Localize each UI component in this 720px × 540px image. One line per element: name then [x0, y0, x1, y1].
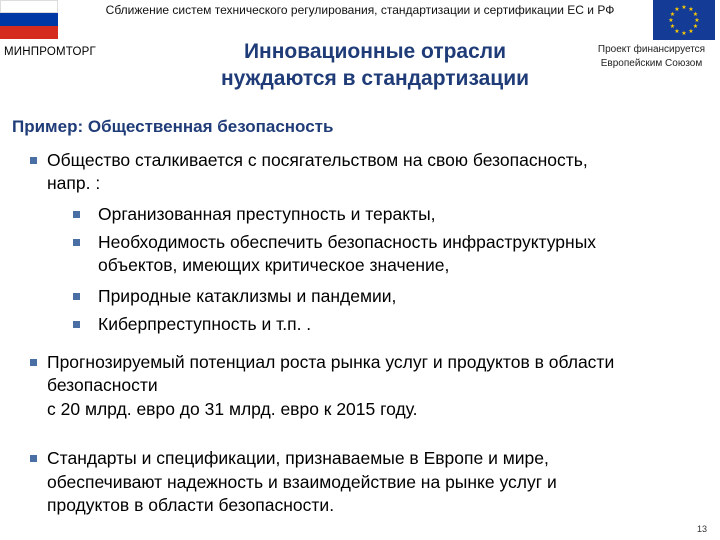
bullet-2-line-3: с 20 млрд. евро до 31 млрд. евро к 2015 году. — [47, 399, 418, 419]
svg-text:★: ★ — [694, 17, 700, 24]
square-bullet-icon — [73, 239, 80, 246]
section-subtitle: Пример: Общественная безопасность — [12, 117, 334, 136]
bullet-3-line-1: Стандарты и спецификации, признаваемые в Европе и мире, — [47, 448, 549, 468]
funding-line-2: Европейским Союзом — [600, 58, 703, 69]
sub-bullet-2-line-2: объектов, имеющих критическое значение, — [98, 255, 450, 275]
square-bullet-icon — [73, 293, 80, 300]
svg-text:★: ★ — [674, 28, 680, 35]
ministry-label: МИНПРОМТОРГ — [4, 46, 96, 58]
square-bullet-icon — [73, 211, 80, 218]
flag-eu-icon — [653, 0, 715, 40]
funding-note — [583, 43, 720, 71]
project-title: Сближение систем технического регулирования, стандартизации и сертификации ЕС и РФ — [105, 3, 615, 17]
svg-text:★: ★ — [688, 28, 694, 35]
funding-line-1: Проект финансируется — [597, 44, 706, 55]
svg-text:★: ★ — [692, 11, 699, 18]
svg-text:★: ★ — [688, 6, 694, 13]
bullet-1-line-1: Общество сталкивается с посягательством на свою безопасность, — [47, 150, 588, 170]
square-bullet-icon — [73, 321, 80, 328]
sub-bullet-3: Природные катаклизмы и пандемии, — [98, 286, 397, 306]
flag-russia-icon — [0, 0, 58, 39]
square-bullet-icon — [30, 359, 37, 366]
bullet-2-line-2: безопасности — [47, 375, 158, 395]
svg-text:★: ★ — [669, 11, 676, 18]
page-number: 13 — [696, 524, 707, 534]
page-title-line-1: Инновационные отрасли — [243, 40, 507, 63]
bullet-3-line-3: продуктов в области безопасности. — [47, 495, 335, 515]
bullet-1-line-2: напр. : — [47, 173, 101, 193]
svg-text:★: ★ — [692, 23, 699, 30]
svg-text:★: ★ — [674, 6, 680, 13]
square-bullet-icon — [30, 157, 37, 164]
svg-text:★: ★ — [681, 4, 687, 11]
page-title — [170, 38, 580, 92]
svg-text:★: ★ — [669, 23, 676, 30]
sub-bullet-1: Организованная преступность и теракты, — [98, 204, 436, 224]
svg-text:★: ★ — [681, 30, 687, 37]
bullet-3-line-2: обеспечивают надежность и взаимодействие на рынке услуг и — [47, 472, 557, 492]
sub-bullet-4: Киберпреступность и т.п. . — [98, 314, 312, 334]
page-title-line-2: нуждаются в стандартизации — [220, 67, 530, 90]
square-bullet-icon — [30, 455, 37, 462]
svg-text:★: ★ — [668, 17, 674, 24]
sub-bullet-2-line-1: Необходимость обеспечить безопасность инфраструктурных — [98, 232, 597, 252]
bullet-2-line-1: Прогнозируемый потенциал роста рынка услуг и продуктов в области — [47, 352, 615, 372]
